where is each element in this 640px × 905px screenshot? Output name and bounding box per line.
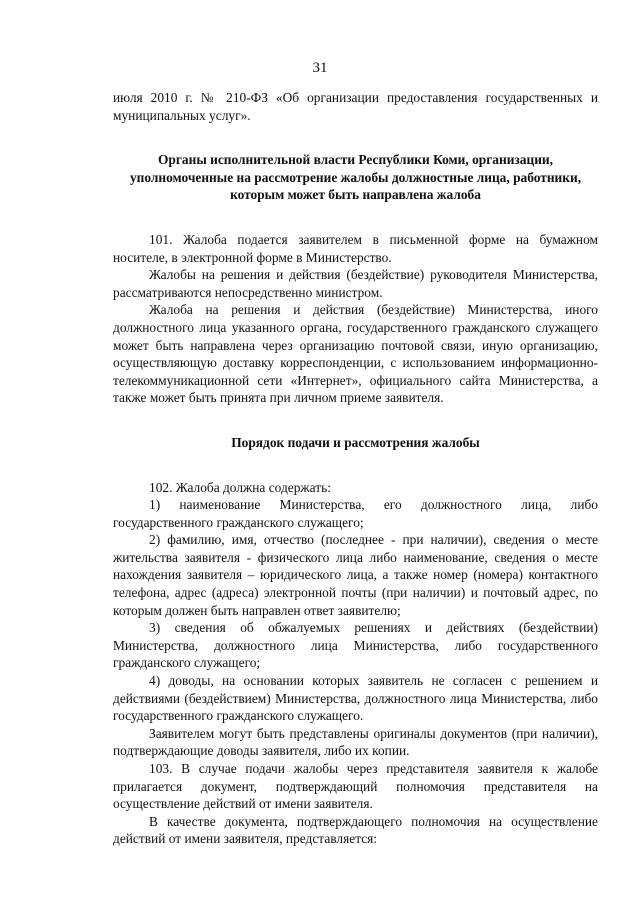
paragraph: Жалобы на решения и действия (бездействие) руководителя Министерства, рассматриваются непосредственно министром. <box>113 267 598 300</box>
list-item: 1) наименование Министерства, его должностного лица, либо государственного гражданского служащего; <box>113 497 598 530</box>
paragraph-103: 103. В случае подачи жалобы через представителя заявителя к жалобе прилагается документ, подтверждающий полномочия представителя на осуществление действий от имени заявителя. <box>113 761 598 812</box>
section-heading-complaint-bodies: Органы исполнительной власти Республики Коми, организации, уполномоченные на рассмотрение жалобы должностные лица, работники, которым может быть направлена жалоба <box>129 152 582 203</box>
intro-paragraph: июля 2010 г. № 210-ФЗ «Об организации предоставления государственных и муниципальных услуг». <box>113 90 598 123</box>
paragraph-101: 101. Жалоба подается заявителем в письменной форме на бумажном носителе, в электронной форме в Министерство. <box>113 231 598 265</box>
list-item: 2) фамилию, имя, отчество (последнее - при наличии), сведения о месте жительства заявителя - физического лица либо наименование, сведения о месте нахождения заявителя – юридического лица, а также номер (номера) контактного телефона, адрес (адреса) электронной почты (при наличии) и почтовый адрес, по которым должен быть направлен ответ заявителю; <box>113 532 598 618</box>
list-item: 4) доводы, на основании которых заявитель не согласен с решением и действиями (бездействием) Министерства, должностного лица Министерства, либо государственного гражданского служащего. <box>113 673 598 724</box>
paragraph: В качестве документа, подтверждающего полномочия на осуществление действий от имени заявителя, представляется: <box>113 813 598 847</box>
document-body <box>113 89 598 848</box>
page-number: 31 <box>312 60 328 76</box>
paragraph: Жалоба на решения и действия (бездействие) Министерства, иного должностного лица указанного органа, государственного гражданского служащего может быть направлена через организацию почтовой связи, иную организацию, осуществляющую доставку корреспонденции, с использованием информационно-телекоммуникационной сети «Интернет», официального сайта Министерства, а также может быть принята при личном приеме заявителя. <box>113 302 598 406</box>
paragraph-102: 102. Жалоба должна содержать: <box>149 479 331 495</box>
section-heading-complaint-procedure: Порядок подачи и рассмотрения жалобы <box>231 434 480 450</box>
list-item: 3) сведения об обжалуемых решениях и действиях (бездействии) Министерства, должностного лица Министерства, либо государственного гражданского служащего; <box>113 620 598 671</box>
paragraph: Заявителем могут быть представлены оригиналы документов (при наличии), подтверждающие доводы заявителя, либо их копии. <box>113 725 598 759</box>
